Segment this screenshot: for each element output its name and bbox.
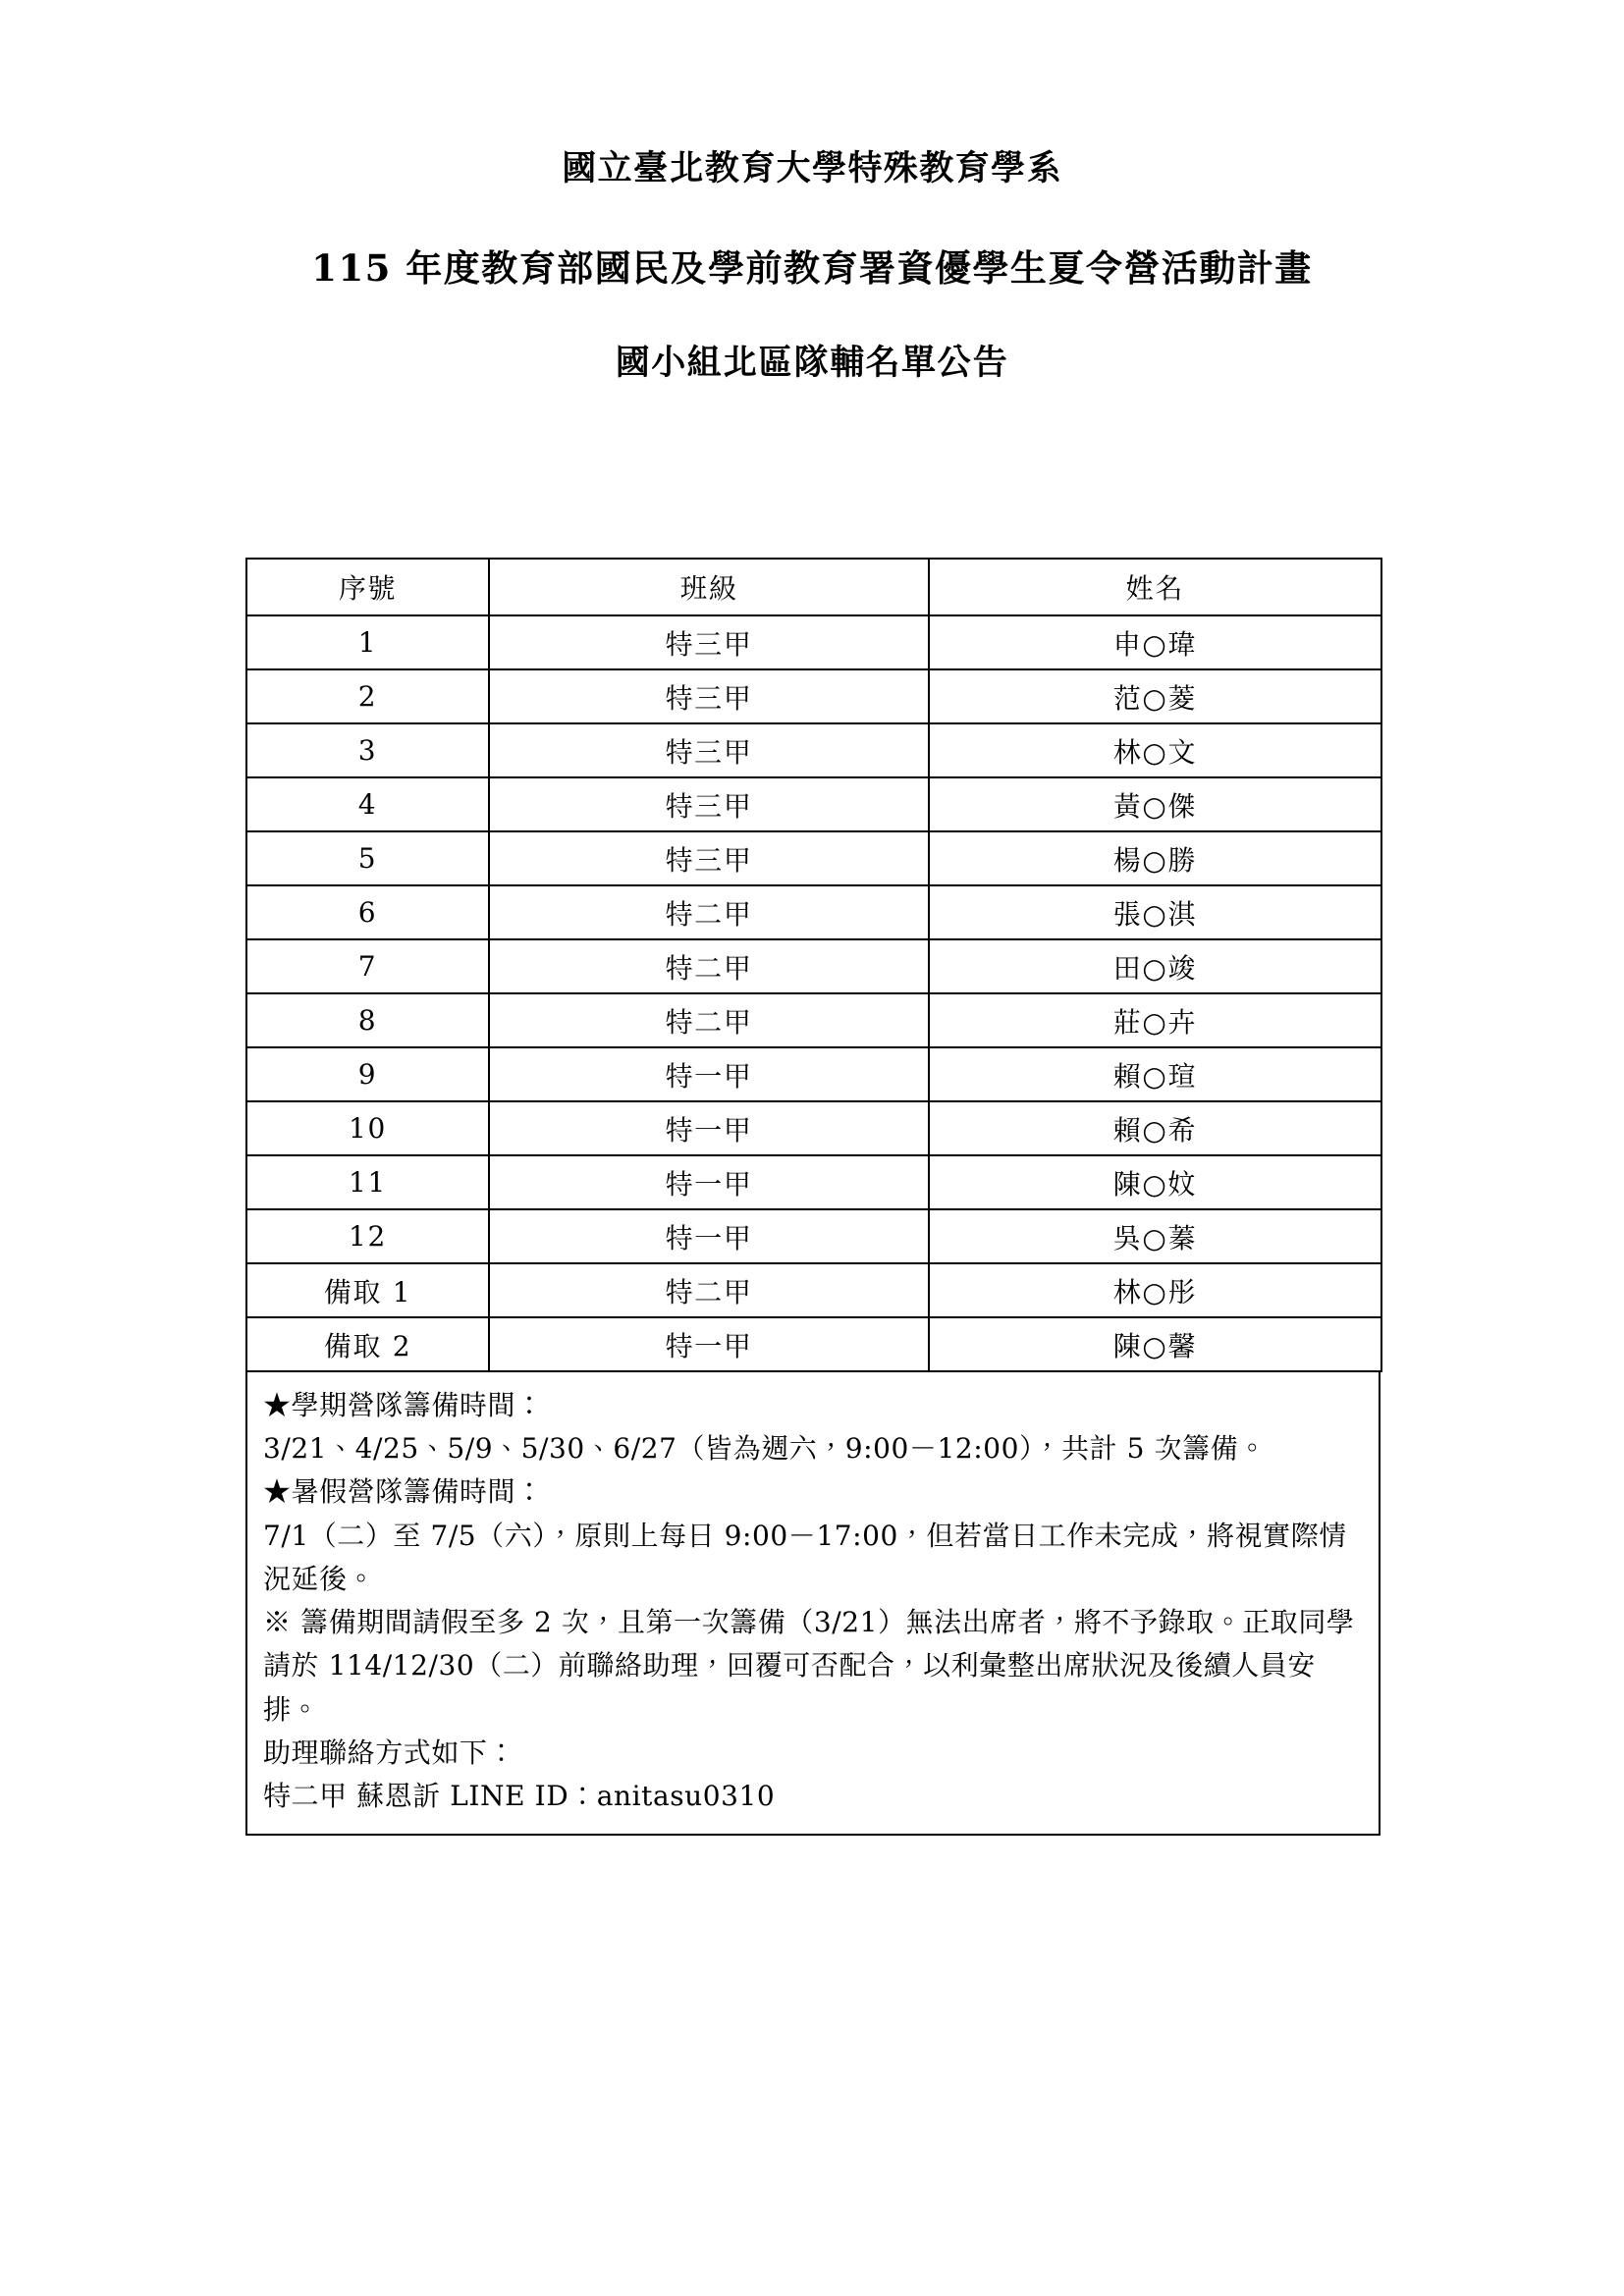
cell-class: 特三甲 [489,669,929,723]
table-row [246,831,1381,885]
cell-name: 黃○傑 [929,777,1381,831]
table-row [246,885,1381,939]
cell-name: 申○瑋 [929,615,1381,669]
page-title-announcement: 國小組北區隊輔名單公告 [615,343,1009,383]
cell-no: 11 [246,1155,489,1209]
cell-class: 特一甲 [489,1047,929,1101]
note-contact-line: 特二甲 蘇恩訢 LINE ID：anitasu0310 [263,1780,776,1813]
cell-class: 特一甲 [489,1155,929,1209]
cell-class: 特一甲 [489,1101,929,1155]
table-header-row [246,559,1381,615]
note-caution: ※ 籌備期間請假至多 2 次，且第一次籌備（3/21）無法出席者，將不予錄取。正取同學請於 114/12/30（二）前聯絡助理，回覆可否配合，以利彙整出席狀況及後續人員安排。 [263,1606,1355,1726]
cell-class: 特三甲 [489,831,929,885]
note-contact-heading: 助理聯絡方式如下： [263,1735,516,1769]
cell-name: 陳○馨 [929,1317,1381,1371]
table-row [246,1209,1381,1263]
cell-class: 特二甲 [489,885,929,939]
cell-name: 楊○勝 [929,831,1381,885]
cell-no: 4 [246,777,489,831]
notes-block [245,1372,1380,1836]
note-semester-heading: ★學期營隊籌備時間： [263,1389,544,1421]
cell-name: 吳○蓁 [929,1209,1381,1263]
note-summer-heading: ★暑假營隊籌備時間： [263,1475,544,1509]
table-row [246,1155,1381,1209]
cell-no: 備取 1 [246,1263,489,1317]
cell-name: 林○彤 [929,1263,1381,1317]
cell-class: 特二甲 [489,939,929,993]
cell-class: 特二甲 [489,1263,929,1317]
cell-no: 1 [246,615,489,669]
table-row [246,939,1381,993]
cell-name: 莊○卉 [929,993,1381,1047]
cell-name: 陳○妏 [929,1155,1381,1209]
table-row [246,723,1381,777]
table-row [246,993,1381,1047]
cell-no: 10 [246,1101,489,1155]
cell-no: 備取 2 [246,1317,489,1371]
cell-no: 3 [246,723,489,777]
note-summer-body: 7/1（二）至 7/5（六），原則上每日 9:00－17:00，但若當日工作未完成，將視實際情況延後。 [263,1519,1347,1595]
roster-section [245,558,1380,1836]
cell-no: 12 [246,1209,489,1263]
column-header-name: 姓名 [929,559,1381,615]
cell-no: 2 [246,669,489,723]
table-row [246,1263,1381,1317]
cell-no: 9 [246,1047,489,1101]
cell-name: 范○菱 [929,669,1381,723]
roster-table [245,558,1382,1372]
cell-class: 特一甲 [489,1209,929,1263]
cell-name: 賴○希 [929,1101,1381,1155]
column-header-class: 班級 [489,559,929,615]
note-semester-body: 3/21、4/25、5/9、5/30、6/27（皆為週六，9:00－12:00），共計 5 次籌備。 [263,1432,1267,1466]
cell-name: 田○竣 [929,939,1381,993]
cell-name: 賴○瑄 [929,1047,1381,1101]
cell-class: 特一甲 [489,1317,929,1371]
cell-no: 6 [246,885,489,939]
cell-no: 5 [246,831,489,885]
table-row [246,1317,1381,1371]
cell-class: 特三甲 [489,615,929,669]
title-block [0,147,1624,385]
cell-name: 林○文 [929,723,1381,777]
table-row [246,777,1381,831]
table-row [246,1101,1381,1155]
table-body [246,615,1381,1371]
table-row [246,615,1381,669]
cell-name: 張○淇 [929,885,1381,939]
table-row [246,669,1381,723]
table-header [246,559,1381,615]
table-row [246,1047,1381,1101]
cell-class: 特三甲 [489,723,929,777]
cell-class: 特二甲 [489,993,929,1047]
page-title-program: 115 年度教育部國民及學前教育署資優學生夏令營活動計畫 [311,245,1313,290]
column-header-no: 序號 [246,559,489,615]
cell-no: 7 [246,939,489,993]
cell-class: 特三甲 [489,777,929,831]
page-title-department: 國立臺北教育大學特殊教育學系 [562,148,1062,188]
cell-no: 8 [246,993,489,1047]
